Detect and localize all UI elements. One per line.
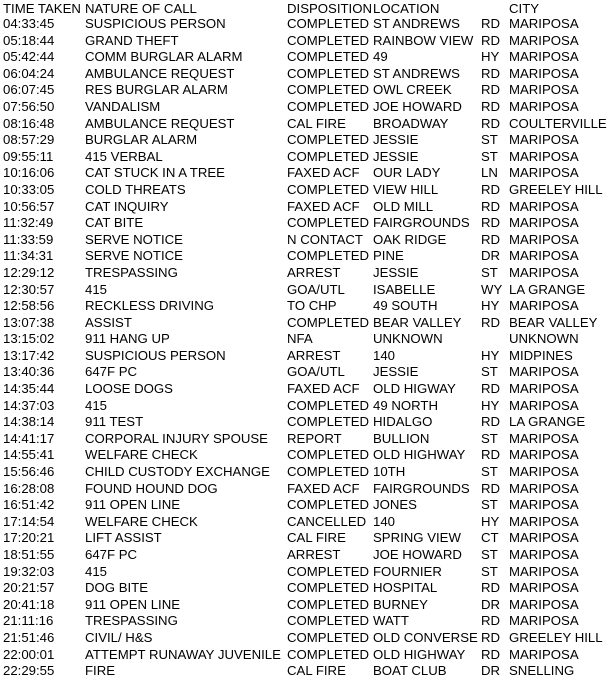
row-location: 140 [373, 347, 396, 363]
table-row [0, 182, 614, 199]
row-disposition: COMPLETED [287, 82, 370, 98]
row-time: 20:21:57 [3, 580, 55, 596]
row-time: 08:57:29 [3, 132, 55, 148]
header-nature-of-call: NATURE OF CALL [85, 1, 197, 16]
row-street-suffix: RD [481, 65, 501, 81]
row-disposition: COMPLETED [287, 132, 370, 148]
row-disposition: CAL FIRE [287, 663, 346, 679]
table-header [0, 0, 614, 16]
row-street-suffix: ST [481, 364, 498, 380]
row-time: 11:32:49 [3, 215, 54, 231]
table-row [0, 580, 614, 597]
row-time: 12:30:57 [3, 281, 55, 297]
row-time: 08:16:48 [3, 115, 55, 131]
row-city: MARIPOSA [509, 215, 579, 231]
row-disposition: REPORT [287, 430, 342, 446]
row-location: BROADWAY [373, 115, 449, 131]
row-location: OLD MILL [373, 198, 434, 214]
row-city: MARIPOSA [509, 513, 579, 529]
table-row [0, 497, 614, 514]
row-disposition: COMPLETED [287, 414, 370, 430]
row-time: 11:33:59 [3, 231, 54, 247]
row-city: MARIPOSA [509, 231, 579, 247]
row-nature-of-call: LOOSE DOGS [85, 381, 173, 397]
row-disposition: CAL FIRE [287, 530, 346, 546]
row-nature-of-call: AMBULANCE REQUEST [85, 65, 235, 81]
row-city: MARIPOSA [509, 580, 579, 596]
row-disposition: COMPLETED [287, 447, 370, 463]
row-city: MARIPOSA [509, 248, 579, 264]
row-time: 04:33:45 [3, 16, 55, 31]
table-row [0, 597, 614, 614]
row-location: JOE HOWARD [373, 98, 462, 114]
table-row [0, 564, 614, 581]
row-nature-of-call: TRESPASSING [85, 613, 178, 629]
row-time: 21:11:16 [3, 613, 54, 629]
row-disposition: ARREST [287, 347, 341, 363]
row-street-suffix: RD [481, 181, 501, 197]
table-row [0, 298, 614, 315]
row-location: UNKNOWN [373, 331, 443, 347]
table-row [0, 215, 614, 232]
row-time: 20:41:18 [3, 596, 55, 612]
row-time: 09:55:11 [3, 148, 54, 164]
table-row [0, 514, 614, 531]
header-location: LOCATION [373, 1, 440, 16]
row-location: OLD HIGHWAY [373, 447, 466, 463]
row-disposition: COMPLETED [287, 181, 370, 197]
row-location: VIEW HILL [373, 181, 439, 197]
table-row [0, 447, 614, 464]
row-nature-of-call: ATTEMPT RUNAWAY JUVENILE [85, 646, 281, 662]
row-city: UNKNOWN [509, 331, 579, 347]
row-city: MARIPOSA [509, 464, 579, 480]
row-city: MARIPOSA [509, 480, 579, 496]
row-disposition: NFA [287, 331, 313, 347]
row-street-suffix: RD [481, 613, 501, 629]
row-street-suffix: RD [481, 215, 501, 231]
row-time: 14:35:44 [3, 381, 55, 397]
row-nature-of-call: 647F PC [85, 547, 138, 562]
row-disposition: COMPLETED [287, 148, 370, 164]
row-nature-of-call: BURGLAR ALARM [85, 132, 198, 148]
row-location: 49 NORTH [373, 397, 438, 413]
row-location: JESSIE [373, 364, 419, 380]
row-time: 12:29:12 [3, 264, 55, 280]
row-time: 16:51:42 [3, 497, 55, 513]
header-time: TIME TAKEN [3, 1, 81, 16]
row-time: 14:38:14 [3, 414, 55, 430]
row-location: FAIRGROUNDS [373, 215, 470, 231]
row-nature-of-call: SUSPICIOUS PERSON [85, 16, 226, 31]
row-nature-of-call: COMM BURGLAR ALARM [85, 49, 243, 65]
row-disposition: FAXED ACF [287, 381, 360, 397]
row-city: MARIPOSA [509, 613, 579, 629]
row-location: BEAR VALLEY [373, 314, 462, 330]
row-nature-of-call: CHILD CUSTODY EXCHANGE [85, 464, 270, 480]
table-row [0, 33, 614, 50]
row-street-suffix: DR [481, 596, 501, 612]
row-city: MARIPOSA [509, 397, 579, 413]
row-city: GREELEY HILL [509, 181, 603, 197]
row-location: FOURNIER [373, 563, 442, 579]
table-row [0, 315, 614, 332]
row-time: 07:56:50 [3, 98, 55, 114]
row-location: FAIRGROUNDS [373, 480, 470, 496]
row-location: BURNEY [373, 596, 428, 612]
row-city: BEAR VALLEY [509, 314, 598, 330]
row-nature-of-call: FIRE [85, 663, 116, 679]
row-disposition: TO CHP [287, 298, 337, 314]
row-time: 17:20:21 [3, 530, 55, 546]
table-row [0, 66, 614, 83]
row-location: JESSIE [373, 264, 419, 280]
row-time: 10:33:05 [3, 181, 55, 197]
row-street-suffix: HY [481, 397, 500, 413]
row-time: 17:14:54 [3, 513, 55, 529]
row-disposition: COMPLETED [287, 32, 370, 48]
row-nature-of-call: SERVE NOTICE [85, 231, 183, 247]
row-nature-of-call: 415 [85, 563, 108, 579]
row-disposition: COMPLETED [287, 49, 370, 65]
row-street-suffix: ST [481, 132, 498, 148]
row-nature-of-call: 911 OPEN LINE [85, 497, 181, 513]
row-disposition: GOA/UTL [287, 364, 345, 380]
row-disposition: GOA/UTL [287, 281, 345, 297]
table-row [0, 613, 614, 630]
row-nature-of-call: 415 [85, 281, 108, 297]
row-location: WATT [373, 613, 409, 629]
row-time: 13:07:38 [3, 314, 55, 330]
row-city: LA GRANGE [509, 414, 586, 430]
row-nature-of-call: 415 [85, 397, 108, 413]
header-disposition: DISPOSITION [287, 1, 372, 16]
row-city: MARIPOSA [509, 49, 579, 65]
row-nature-of-call: RES BURGLAR ALARM [85, 82, 228, 98]
row-city: MARIPOSA [509, 65, 579, 81]
row-disposition: FAXED ACF [287, 198, 360, 214]
row-nature-of-call: GRAND THEFT [85, 32, 179, 48]
row-street-suffix: ST [481, 430, 498, 446]
row-disposition: CANCELLED [287, 513, 367, 529]
row-street-suffix: DR [481, 663, 501, 679]
row-street-suffix: DR [481, 248, 501, 264]
row-city: SNELLING [509, 663, 575, 679]
row-city: LA GRANGE [509, 281, 586, 297]
row-city: MARIPOSA [509, 32, 579, 48]
row-disposition: COMPLETED [287, 596, 370, 612]
row-nature-of-call: DOG BITE [85, 580, 149, 596]
row-nature-of-call: WELFARE CHECK [85, 513, 198, 529]
table-row [0, 481, 614, 498]
row-location: SPRING VIEW [373, 530, 461, 546]
row-disposition: COMPLETED [287, 580, 370, 596]
row-city: MARIPOSA [509, 530, 579, 546]
row-street-suffix: HY [481, 49, 500, 65]
row-city: MARIPOSA [509, 646, 579, 662]
row-location: BOAT CLUB [373, 663, 447, 679]
row-time: 14:55:41 [3, 447, 55, 463]
row-street-suffix: RD [481, 646, 501, 662]
row-location: 49 [373, 49, 388, 65]
row-nature-of-call: 911 OPEN LINE [85, 596, 181, 612]
row-disposition: COMPLETED [287, 629, 370, 645]
table-row [0, 464, 614, 481]
row-disposition: COMPLETED [287, 464, 370, 480]
row-street-suffix: RD [481, 32, 501, 48]
table-row [0, 431, 614, 448]
row-disposition: ARREST [287, 264, 341, 280]
row-location: 140 [373, 513, 396, 529]
table-row [0, 132, 614, 149]
table-row [0, 630, 614, 647]
row-disposition: ARREST [287, 547, 341, 562]
row-disposition: COMPLETED [287, 613, 370, 629]
table-row [0, 265, 614, 282]
row-location: OLD HIGHWAY [373, 646, 466, 662]
row-time: 05:18:44 [3, 32, 55, 48]
row-location: RAINBOW VIEW [373, 32, 474, 48]
row-nature-of-call: VANDALISM [85, 98, 161, 114]
row-city: MARIPOSA [509, 165, 579, 181]
row-location: OUR LADY [373, 165, 441, 181]
row-location: ST ANDREWS [373, 16, 460, 31]
row-location: BULLION [373, 430, 430, 446]
header-city: CITY [509, 1, 540, 16]
row-disposition: COMPLETED [287, 314, 370, 330]
row-street-suffix: WY [481, 281, 503, 297]
row-location: HIDALGO [373, 414, 433, 430]
row-time: 10:56:57 [3, 198, 55, 214]
table-row [0, 116, 614, 133]
row-street-suffix: RD [481, 98, 501, 114]
row-street-suffix: CT [481, 530, 499, 546]
row-nature-of-call: 911 TEST [85, 414, 144, 430]
row-time: 18:51:55 [3, 547, 55, 562]
row-city: MARIPOSA [509, 148, 579, 164]
row-street-suffix: RD [481, 447, 501, 463]
row-nature-of-call: FOUND HOUND DOG [85, 480, 218, 496]
row-location: JONES [373, 497, 417, 513]
row-street-suffix: ST [481, 148, 498, 164]
row-city: MARIPOSA [509, 364, 579, 380]
row-nature-of-call: CAT BITE [85, 215, 144, 231]
row-disposition: COMPLETED [287, 646, 370, 662]
row-disposition: COMPLETED [287, 98, 370, 114]
row-nature-of-call: SUSPICIOUS PERSON [85, 347, 226, 363]
row-street-suffix: RD [481, 16, 501, 31]
row-disposition: COMPLETED [287, 497, 370, 513]
row-city: MARIPOSA [509, 82, 579, 98]
row-location: HOSPITAL [373, 580, 438, 596]
row-time: 15:56:46 [3, 464, 55, 480]
row-location: ST ANDREWS [373, 65, 460, 81]
row-street-suffix: RD [481, 629, 501, 645]
table-body [0, 16, 614, 680]
row-location: OWL CREEK [373, 82, 452, 98]
table-row [0, 398, 614, 415]
row-nature-of-call: LIFT ASSIST [85, 530, 162, 546]
row-street-suffix: ST [481, 464, 498, 480]
table-row [0, 530, 614, 547]
row-location: OLD HIGWAY [373, 381, 456, 397]
row-street-suffix: ST [481, 563, 498, 579]
row-location: OLD CONVERSE [373, 629, 478, 645]
row-time: 19:32:03 [3, 563, 55, 579]
row-disposition: COMPLETED [287, 215, 370, 231]
row-city: MARIPOSA [509, 563, 579, 579]
row-city: MARIPOSA [509, 497, 579, 513]
row-nature-of-call: RECKLESS DRIVING [85, 298, 214, 314]
row-city: MARIPOSA [509, 132, 579, 148]
row-city: MARIPOSA [509, 547, 579, 562]
row-nature-of-call: ASSIST [85, 314, 132, 330]
row-city: MARIPOSA [509, 16, 579, 31]
row-street-suffix: ST [481, 264, 498, 280]
row-street-suffix: HY [481, 347, 500, 363]
row-disposition: FAXED ACF [287, 165, 360, 181]
row-nature-of-call: 911 HANG UP [85, 331, 170, 347]
row-city: GREELEY HILL [509, 629, 603, 645]
row-nature-of-call: SERVE NOTICE [85, 248, 183, 264]
row-nature-of-call: WELFARE CHECK [85, 447, 198, 463]
row-time: 06:07:45 [3, 82, 55, 98]
row-nature-of-call: CORPORAL INJURY SPOUSE [85, 430, 268, 446]
row-location: 49 SOUTH [373, 298, 438, 314]
row-city: MARIPOSA [509, 596, 579, 612]
row-street-suffix: RD [481, 115, 501, 131]
table-row [0, 82, 614, 99]
row-city: MARIPOSA [509, 264, 579, 280]
table-row [0, 282, 614, 299]
row-time: 22:00:01 [3, 646, 55, 662]
table-row [0, 16, 614, 33]
row-city: MIDPINES [509, 347, 573, 363]
row-nature-of-call: TRESPASSING [85, 264, 178, 280]
row-city: MARIPOSA [509, 98, 579, 114]
row-street-suffix: RD [481, 198, 501, 214]
row-street-suffix: RD [481, 480, 501, 496]
table-row [0, 414, 614, 431]
row-street-suffix: RD [481, 231, 501, 247]
row-nature-of-call: 415 VERBAL [85, 148, 163, 164]
row-city: COULTERVILLE [509, 115, 607, 131]
row-city: MARIPOSA [509, 198, 579, 214]
row-time: 12:58:56 [3, 298, 55, 314]
row-time: 16:28:08 [3, 480, 55, 496]
row-street-suffix: RD [481, 381, 501, 397]
row-disposition: COMPLETED [287, 397, 370, 413]
row-disposition: N CONTACT [287, 231, 363, 247]
row-street-suffix: HY [481, 513, 500, 529]
row-city: MARIPOSA [509, 447, 579, 463]
row-disposition: COMPLETED [287, 563, 370, 579]
row-street-suffix: RD [481, 414, 501, 430]
row-time: 10:16:06 [3, 165, 55, 181]
table-row [0, 149, 614, 166]
row-disposition: FAXED ACF [287, 480, 360, 496]
row-disposition: CAL FIRE [287, 115, 346, 131]
row-disposition: COMPLETED [287, 16, 370, 31]
row-time: 11:34:31 [3, 248, 54, 264]
row-time: 14:37:03 [3, 397, 55, 413]
row-disposition: COMPLETED [287, 65, 370, 81]
table-row [0, 331, 614, 348]
row-city: MARIPOSA [509, 298, 579, 314]
table-row [0, 248, 614, 265]
row-location: ISABELLE [373, 281, 436, 297]
row-location: JESSIE [373, 148, 419, 164]
row-location: 10TH [373, 464, 406, 480]
row-city: MARIPOSA [509, 430, 579, 446]
row-street-suffix: ST [481, 547, 498, 562]
row-street-suffix: RD [481, 82, 501, 98]
row-location: JESSIE [373, 132, 419, 148]
row-time: 13:40:36 [3, 364, 55, 380]
table-row [0, 165, 614, 182]
row-time: 14:41:17 [3, 430, 55, 446]
table-row [0, 232, 614, 249]
row-time: 06:04:24 [3, 65, 55, 81]
row-time: 21:51:46 [3, 629, 55, 645]
row-nature-of-call: AMBULANCE REQUEST [85, 115, 235, 131]
row-nature-of-call: CAT INQUIRY [85, 198, 169, 214]
row-street-suffix: LN [481, 165, 498, 181]
row-time: 13:17:42 [3, 347, 55, 363]
table-row [0, 348, 614, 365]
row-location: PINE [373, 248, 404, 264]
table-row [0, 364, 614, 381]
row-street-suffix: ST [481, 497, 498, 513]
row-nature-of-call: CAT STUCK IN A TREE [85, 165, 225, 181]
row-disposition: COMPLETED [287, 248, 370, 264]
table-row [0, 49, 614, 66]
table-row [0, 199, 614, 216]
row-street-suffix: RD [481, 580, 501, 596]
row-nature-of-call: COLD THREATS [85, 181, 186, 197]
row-nature-of-call: CIVIL/ H&S [85, 629, 153, 645]
table-row [0, 547, 614, 564]
table-row [0, 381, 614, 398]
row-time: 22:29:55 [3, 663, 55, 679]
row-street-suffix: HY [481, 298, 500, 314]
row-street-suffix: RD [481, 314, 501, 330]
row-time: 05:42:44 [3, 49, 55, 65]
row-location: OAK RIDGE [373, 231, 447, 247]
table-row [0, 647, 614, 664]
row-time: 13:15:02 [3, 331, 55, 347]
row-location: JOE HOWARD [373, 547, 462, 562]
table-row [0, 99, 614, 116]
table-row [0, 663, 614, 680]
row-city: MARIPOSA [509, 381, 579, 397]
row-nature-of-call: 647F PC [85, 364, 138, 380]
